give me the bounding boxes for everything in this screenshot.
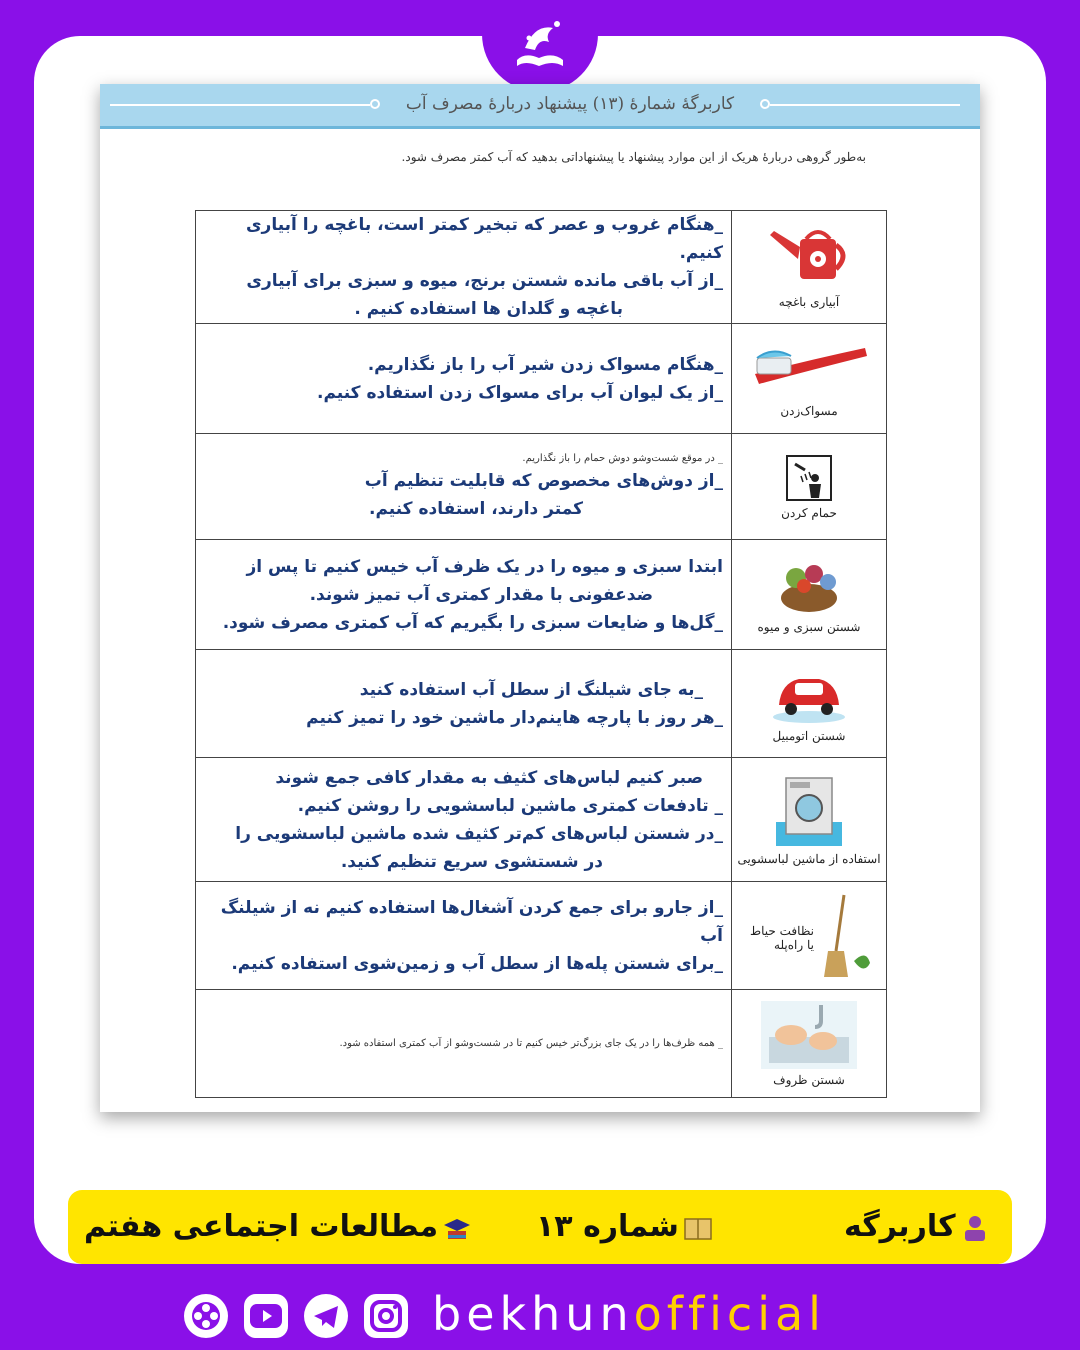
graduation-cap-icon <box>442 1213 472 1243</box>
answer-line: ابتدا سبزی و میوه را در یک ظرف آب خیس کنیم تا پس از <box>246 556 723 577</box>
answer-line: _هنگام مسواک زدن شیر آب را باز نگذاریم. <box>367 354 723 375</box>
worksheet-paper <box>100 84 980 1112</box>
worksheet-intro: به‌طور گروهی دربارهٔ هریک از این موارد پیشنهاد یا پیشنهاداتی بدهید که آب کمتر مصرف شود. <box>401 150 866 164</box>
row-label: آبیاری باغچه <box>778 295 840 309</box>
film-reel-icon[interactable] <box>184 1294 228 1338</box>
footer-subject-text: مطالعات اجتماعی هفتم <box>84 1209 439 1244</box>
answer-cell <box>196 451 731 523</box>
answer-line: _برای شستن پله‌ها از سطل آب و زمین‌شوی استفاده کنیم. <box>231 953 723 974</box>
answer-line: ضدعفونی با مقدار کمتری آب تمیز شوند. <box>309 584 653 605</box>
answer-cell <box>196 764 731 876</box>
youtube-icon[interactable] <box>244 1294 288 1338</box>
watering-can-icon <box>766 225 852 291</box>
row-label: حمام کردن <box>781 505 837 520</box>
table-row <box>196 650 887 758</box>
answer-note: _ در موقع شست‌وشو دوش حمام را باز نگذاریم. <box>522 452 723 464</box>
answer-line: _از آب باقی مانده شستن برنج، میوه و سبزی برای آبیاری <box>246 271 723 291</box>
footer-number <box>536 1190 717 1264</box>
answer-line: _از دوش‌های مخصوص که قابلیت تنظیم آب <box>364 470 723 491</box>
answer-cell <box>196 351 731 407</box>
suggestion-table <box>195 210 887 1098</box>
answer-line: _از جارو برای جمع کردن آشغال‌ها استفاده کنیم نه از شیلنگ آب <box>220 897 723 946</box>
answer-cell <box>196 211 731 323</box>
answer-line: _از یک لیوان آب برای مسواک زدن استفاده کنیم. <box>317 382 723 403</box>
worksheet-header <box>100 84 980 129</box>
worksheet-title: کاربرگهٔ شمارهٔ (۱۳) پیشنهاد دربارهٔ مصرف آب <box>405 94 735 114</box>
broom-icon <box>814 891 874 981</box>
answer-line: _در شستن لباس‌های کم‌تر کثیف شده ماشین لباسشویی را <box>235 823 723 844</box>
footer-title-bar <box>68 1190 1012 1264</box>
answer-line: _به جای شیلنگ از سطل آب استفاده کنید <box>359 679 703 700</box>
table-row <box>196 434 887 540</box>
open-book-icon <box>683 1213 713 1243</box>
brand-part-1: bekhun <box>432 1287 634 1341</box>
answer-note: _ همه ظرف‌ها را در یک جای بزرگ‌تر خیس کنیم تا در شست‌وشو از آب کمتری استفاده شود. <box>339 1037 723 1049</box>
answer-cell <box>196 894 731 978</box>
row-label: مسواک‌زدن <box>780 403 838 418</box>
vegetable-basket-icon <box>774 556 844 616</box>
telegram-icon[interactable] <box>304 1294 348 1338</box>
table-row <box>196 758 887 882</box>
answer-cell <box>196 553 731 637</box>
footer-worksheet <box>844 1190 994 1264</box>
row-label: شستن سبزی و میوه <box>757 619 861 634</box>
answer-line: در شستشوی سریع تنظیم کنید. <box>340 851 603 872</box>
answer-line: _گل‌ها و ضایعات سبزی را بگیریم که آب کمتری مصرف شود. <box>222 612 723 633</box>
answer-line: _ تادفعات کمتری ماشین لباسشویی را روشن کنیم. <box>297 795 723 816</box>
table-row <box>196 211 887 324</box>
table-row <box>196 540 887 650</box>
toothbrush-icon <box>749 340 869 400</box>
answer-line: _هنگام غروب و عصر که تبخیر کمتر است، باغچه را آبیاری کنیم. <box>245 215 723 263</box>
row-label: استفاده از ماشین لباسشویی <box>737 851 881 866</box>
teacher-icon <box>960 1213 990 1243</box>
row-label: شستن ظروف <box>773 1072 845 1087</box>
instagram-icon[interactable] <box>364 1294 408 1338</box>
table-row <box>196 324 887 434</box>
dish-washing-icon <box>761 1001 857 1069</box>
footer-subject <box>84 1190 476 1264</box>
table-row <box>196 990 887 1098</box>
footer-number-text: شماره ۱۳ <box>536 1209 679 1244</box>
answer-cell <box>196 676 731 732</box>
answer-line: _هر روز با پارچه هاینم‌دار ماشین خود را تمیز کنیم <box>306 707 723 728</box>
washing-machine-icon <box>774 774 844 848</box>
footer-worksheet-text: کاربرگه <box>844 1209 956 1244</box>
row-label: شستن اتومبیل <box>772 728 846 743</box>
row-label: نظافت حیاط یا راه‌پله <box>750 923 814 952</box>
car-wash-icon <box>769 665 849 725</box>
answer-line: باغچه و گلدان ها استفاده کنیم . <box>354 299 623 319</box>
answer-cell <box>196 1036 731 1052</box>
answer-line: کمتر دارند، استفاده کنیم. <box>369 498 583 519</box>
bekhun-logo-icon <box>501 10 579 82</box>
table-row <box>196 882 887 990</box>
shower-icon <box>785 454 833 502</box>
brand-handle <box>432 1286 826 1342</box>
brand-part-2: official <box>633 1287 826 1341</box>
answer-line: صبر کنیم لباس‌های کثیف به مقدار کافی جمع شوند <box>275 767 703 788</box>
